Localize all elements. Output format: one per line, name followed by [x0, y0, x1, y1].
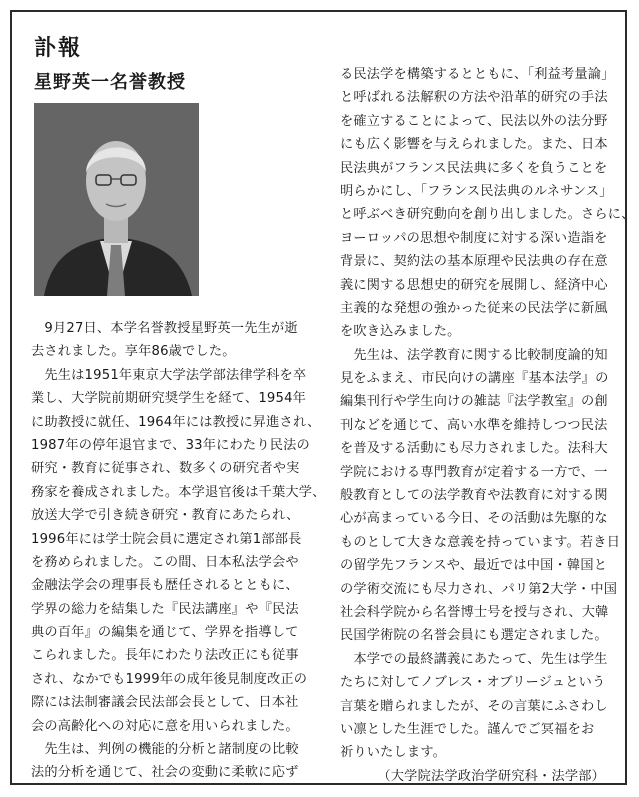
text-line: 1996年には学士院会員に選定され第1部部長 — [31, 531, 302, 547]
right-column — [340, 63, 635, 788]
portrait-image — [34, 103, 199, 296]
left-column — [31, 317, 326, 785]
text-line: 先生は1951年東京大学法学部法律学科を卒 — [31, 367, 307, 383]
text-line: 心が高まっている今日、その活動は先駆的な — [340, 511, 608, 527]
text-line: 法的分析を通じて、社会の変動に柔軟に応ず — [31, 765, 299, 781]
text-line: 民国学術院の名誉会員にも選定されました。 — [340, 628, 608, 644]
text-line: 金融法学会の理事長も歴任されるとともに、 — [31, 578, 299, 594]
text-line: 研究・教育に従事され、数多くの研究者や実 — [31, 461, 300, 477]
text-line: 1987年の停年退官まで、33年にわたり民法の — [31, 437, 310, 453]
text-line: に助教授に就任、1964年には教授に昇進され、 — [31, 414, 321, 430]
text-line: ヨーロッパの思想や制度に対する深い造詣を — [340, 230, 608, 246]
text-line: 編集刊行や学生向けの雑誌『法学教室』の創 — [340, 394, 608, 410]
text-line: され、なかでも1999年の成年後見制度改正の — [31, 671, 308, 687]
text-line: 先生は、判例の機能的分析と諸制度の比較 — [31, 742, 299, 758]
text-line: 去されました。享年86歳でした。 — [31, 344, 236, 360]
text-line: 見をふまえ、市民向けの講座『基本法学』の — [340, 371, 609, 387]
text-line: にも広く影響を与えられました。また、日本 — [340, 137, 608, 153]
text-line: 9月27日、本学名誉教授星野英一先生が逝 — [31, 321, 298, 336]
text-line: を吹き込みました。 — [340, 324, 461, 340]
text-line: 祈りいたします。 — [340, 745, 447, 761]
text-line: 言葉を贈られましたが、その言葉にふさわし — [340, 698, 608, 714]
portrait-photo — [34, 103, 199, 296]
text-line: 会の高齢化への対応に意を用いられました。 — [31, 718, 299, 734]
text-line: 主義的な発想の強かった従来の民法学に新風 — [340, 300, 608, 316]
text-line: の留学先フランスや、最近では中国・韓国と — [340, 558, 608, 574]
deceased-name: 星野英一名誉教授 — [34, 72, 186, 93]
text-line: い凛とした生涯でした。謹んでご冥福をお — [340, 721, 595, 737]
text-line: の学術交流にも尽力され、パリ第2大学・中国 — [340, 581, 618, 597]
text-line: 刊などを通じて、高い水準を維持しつつ民法 — [340, 417, 608, 433]
text-line: 放送大学で引き続き研究・教育にあたられ、 — [31, 508, 300, 524]
text-line: る民法学を構築するとともに、「利益考量論」 — [340, 67, 615, 82]
text-line: 業し、大学院前期研究奨学生を経て、1954年 — [31, 391, 307, 407]
text-line: ものとして大きな意義を持っています。若き日 — [340, 534, 621, 550]
text-line: こられました。長年にわたり法改正にも従事 — [31, 648, 299, 664]
text-line: 学界の総力を結集した『民法講座』や『民法 — [31, 601, 299, 617]
text-line: 義に関する思想史的研究を展開し、経済中心 — [340, 277, 608, 293]
text-line: を務められました。この間、日本私法学会や — [31, 554, 299, 570]
text-line: 明らかにし、「フランス民法典のルネサンス」 — [340, 183, 613, 199]
text-line: 本学での最終講義にあたって、先生は学生 — [340, 651, 608, 667]
text-line: 典の百年』の編集を通じて、学界を指導して — [31, 625, 299, 641]
article-heading: 訃報 — [34, 35, 83, 61]
text-line: 民法典がフランス民法典に多くを負うことを — [340, 160, 608, 176]
text-line: 際には法制審議会民法部会長として、日本社 — [31, 695, 299, 711]
text-line: たちに対してノブレス・オブリージュという — [340, 675, 606, 691]
text-line: と呼ばれる法解釈の方法や沿革的研究の手法 — [340, 90, 608, 106]
text-line: 般教育としての法学教育や法教育に対する関 — [340, 488, 608, 504]
text-line: を確立することによって、民法以外の法分野 — [340, 113, 608, 129]
text-line: 学院における専門教育が定着する一方で、一 — [340, 464, 608, 480]
text-line: 背景に、契約法の基本原理や民法典の存在意 — [340, 254, 608, 270]
text-line: 先生は、法学教育に関する比較制度論的知 — [340, 347, 608, 363]
author-signature: （大学院法学政治学研究科・法学部） — [377, 768, 605, 784]
text-line: と呼ぶべき研究動向を創り出しました。さらに、 — [340, 207, 635, 223]
text-line: 社会科学院から名誉博士号を授与され、大韓 — [340, 604, 609, 620]
text-line: を普及する活動にも尽力されました。法科大 — [340, 441, 608, 457]
text-line: 務家を養成されました。本学退官後は千葉大学、 — [31, 484, 326, 500]
